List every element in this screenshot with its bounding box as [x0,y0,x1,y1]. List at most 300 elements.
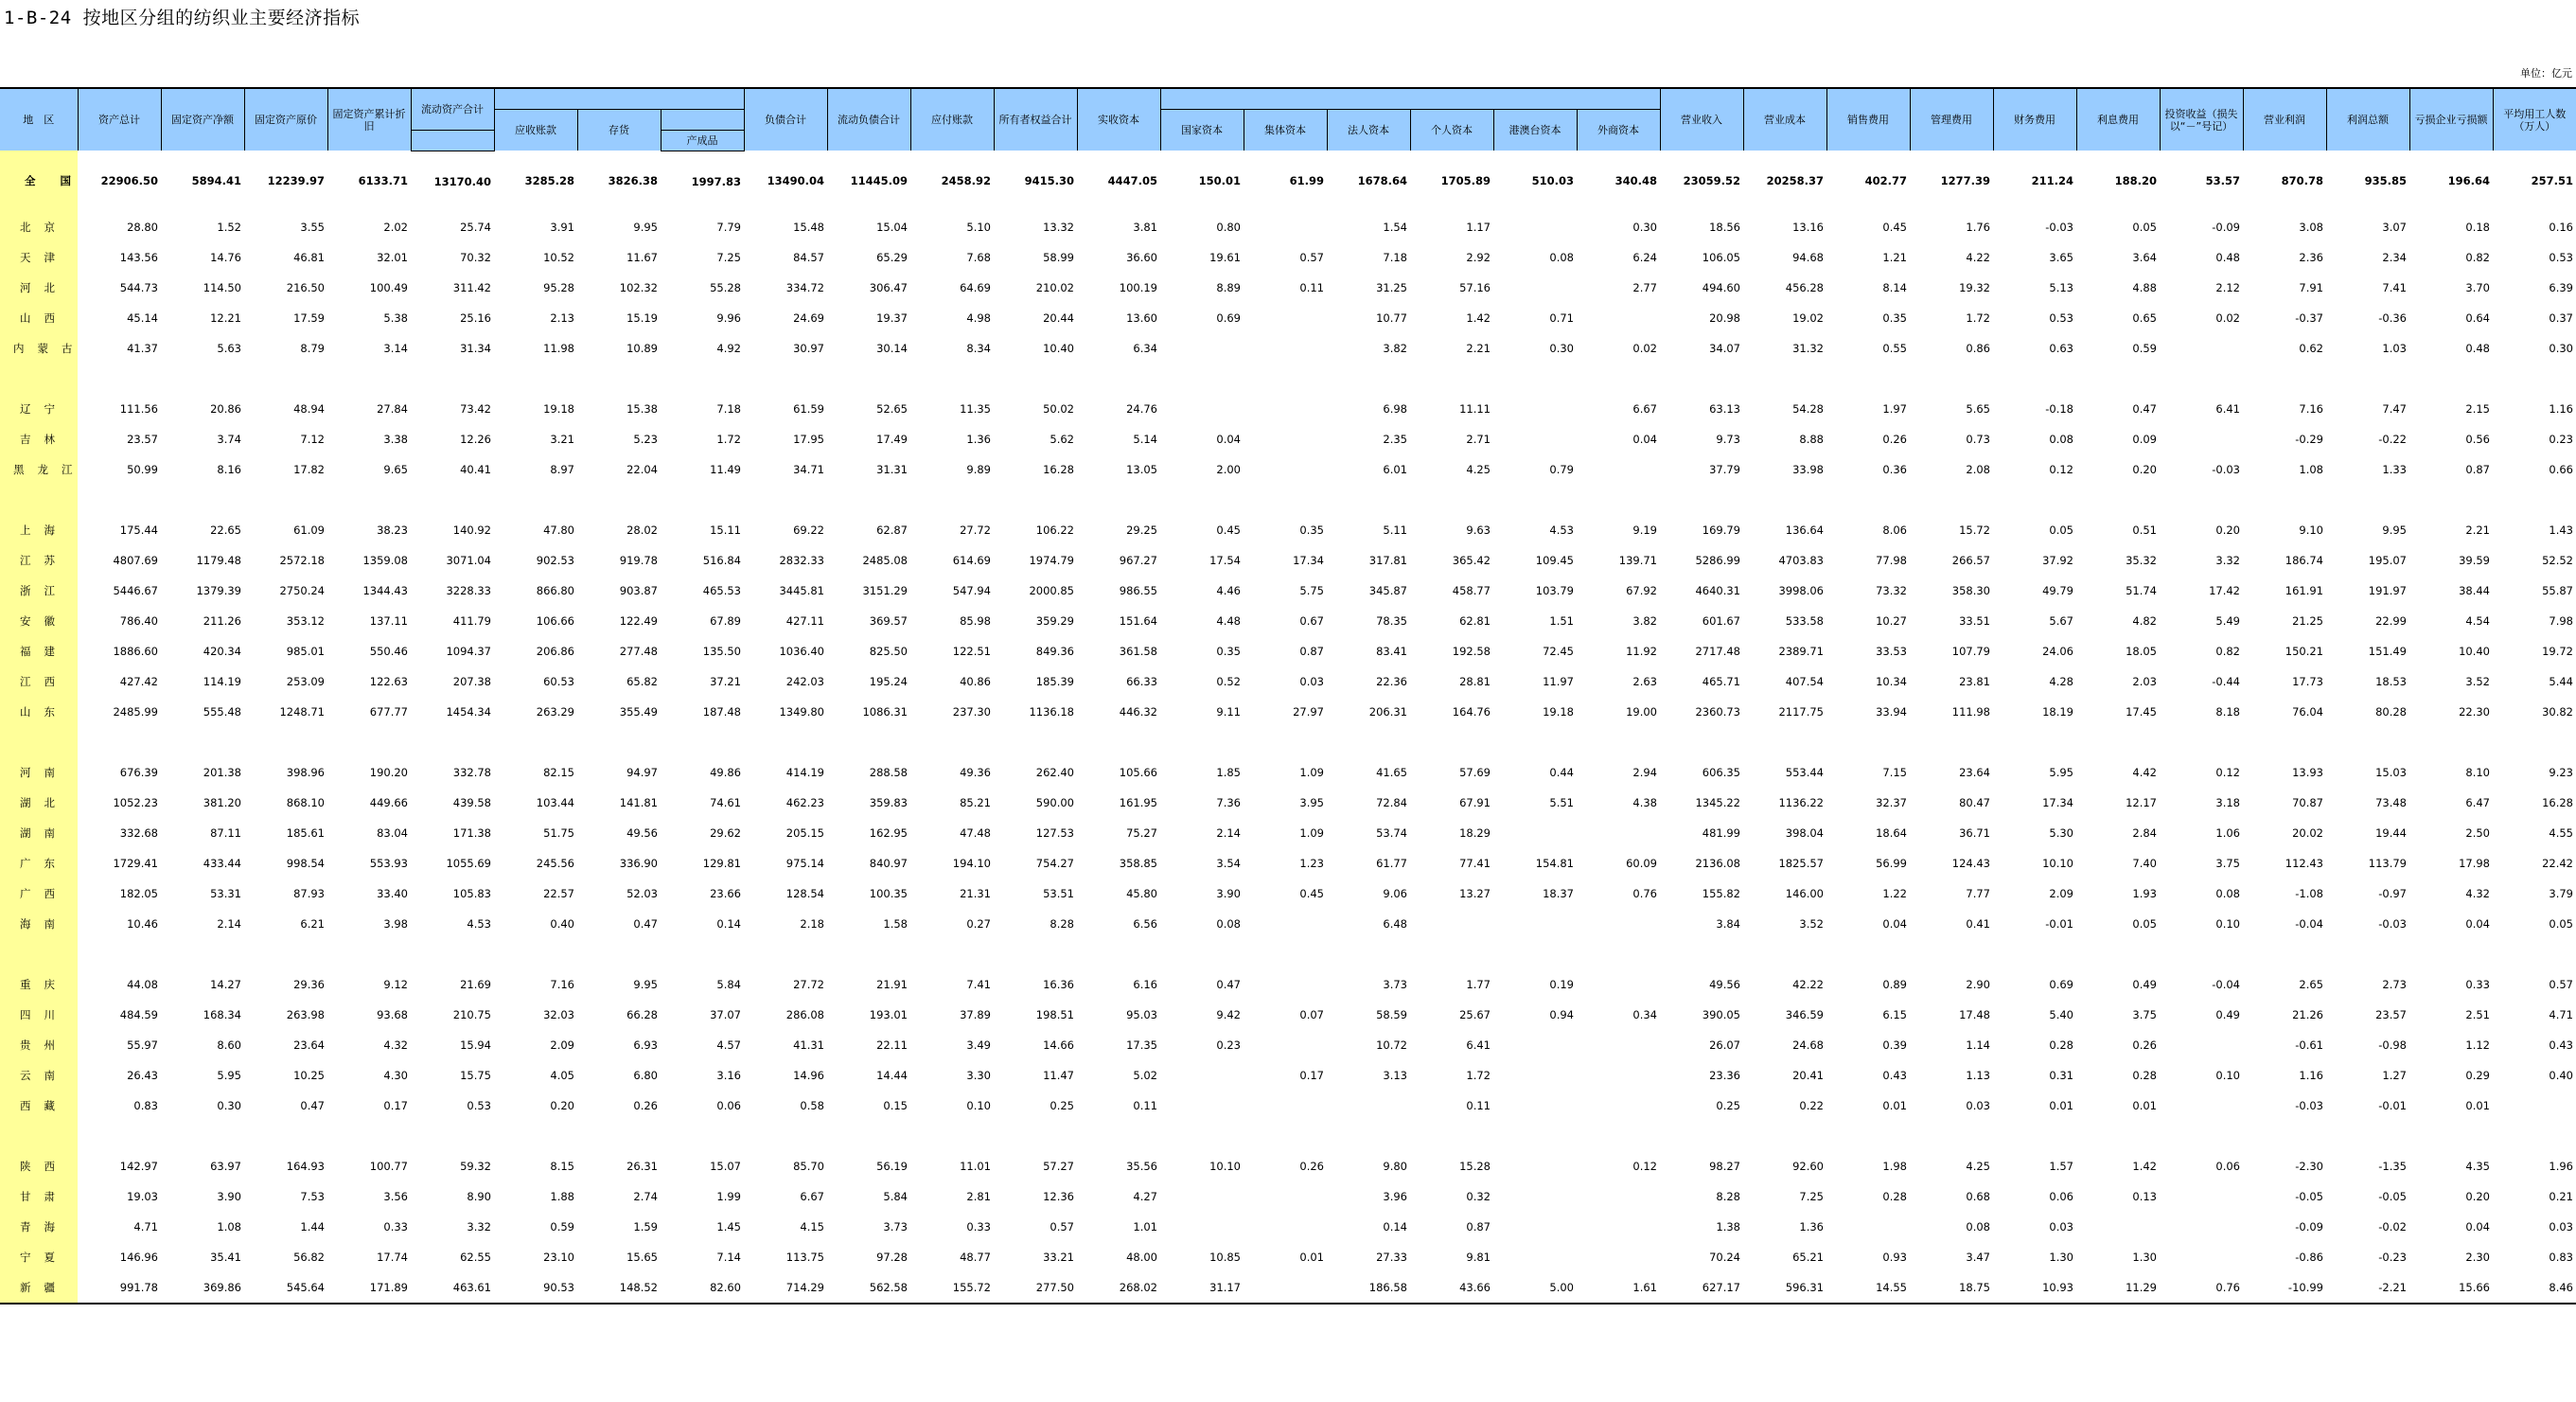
table-cell: 2.13 [550,311,574,325]
table-cell [2326,485,2409,515]
table-cell: 39.59 [2459,553,2490,567]
table-cell: 55.87 [2542,583,2573,597]
table-cell: 60.53 [543,674,574,688]
table-cell: 1349.80 [779,704,824,719]
table-cell: 37.89 [960,1007,991,1021]
table-cell: 2.02 [383,220,408,234]
table-cell: 0.94 [1549,1007,1574,1021]
table-cell: 1379.39 [196,583,241,597]
region-label: 甘肃 [0,1181,78,1212]
table-cell: 14.44 [876,1068,908,1082]
table-cell: 0.45 [1216,523,1241,537]
table-cell: 1.27 [2382,1068,2407,1082]
table-cell [1493,364,1577,394]
table-cell: 2485.99 [113,704,158,719]
table-cell: 10.46 [127,916,158,931]
table-cell: 9.11 [1216,704,1241,719]
table-cell: -0.03 [2045,220,2073,234]
table-cell: 21.31 [960,886,991,900]
table-cell [411,727,494,757]
table-cell: 6.21 [300,916,325,931]
table-cell: 5.95 [2049,765,2073,779]
table-cell: 0.28 [2049,1038,2073,1052]
table-cell: 1.98 [1882,1159,1907,1173]
table-cell: -0.03 [2295,1098,2323,1112]
table-cell [1577,454,1660,485]
table-cell [1577,364,1660,394]
table-cell: 1136.18 [1029,704,1074,719]
table-cell: 0.08 [1549,250,1574,264]
table-cell [1826,939,1910,969]
table-cell: -0.37 [2295,311,2323,325]
table-cell: 7.91 [2299,280,2323,294]
region-label: 浙江 [0,576,78,606]
table-cell: -0.18 [2045,401,2073,416]
table-cell: 74.61 [710,795,741,809]
table-cell: 23.66 [710,886,741,900]
table-cell: 46.81 [293,250,325,264]
table-cell: 1.72 [1466,1068,1491,1082]
table-cell: 0.03 [1299,674,1324,688]
table-cell [827,939,910,969]
table-cell: 0.02 [2215,311,2240,325]
table-cell [1660,1121,1743,1151]
table-cell: 17.82 [293,462,325,476]
region-label: 海南 [0,909,78,939]
table-cell: 37.79 [1709,462,1740,476]
economic-indicators-table [0,87,2576,1304]
table-cell: 0.33 [2465,977,2490,991]
table-cell: 0.83 [133,1098,158,1112]
table-cell: 19.44 [2375,825,2407,840]
table-header [0,88,2576,151]
table-cell: 6.41 [2215,401,2240,416]
header-total-assets: 资产总计 [78,88,161,151]
header-fixed-assets-net: 固定资产净额 [161,88,244,151]
table-cell: 7.16 [2299,401,2323,416]
table-cell: 164.76 [1452,704,1491,719]
table-cell [244,939,327,969]
table-cell: 4.42 [2132,765,2157,779]
table-cell: 14.96 [793,1068,824,1082]
table-cell: 0.93 [1882,1250,1907,1264]
table-cell: 6.47 [2465,795,2490,809]
table-cell: 533.58 [1785,613,1824,628]
table-cell: 3998.06 [1778,583,1824,597]
table-cell: 5.95 [217,1068,241,1082]
table-cell: 1.44 [300,1219,325,1233]
table-cell: 7.25 [1799,1189,1824,1203]
region-label: 陕西 [0,1151,78,1181]
table-cell: -0.05 [2378,1189,2407,1203]
table-cell: 23.36 [1709,1068,1740,1082]
table-cell: 458.77 [1452,583,1491,597]
table-cell: 353.12 [286,613,325,628]
table-cell: 146.96 [119,1250,158,1264]
table-cell [494,485,577,515]
table-cell: 2389.71 [1778,644,1824,658]
table-cell: 3.32 [2215,553,2240,567]
table-row [0,969,2576,1000]
table-cell: 28.80 [127,220,158,234]
table-cell: 7.25 [716,250,741,264]
table-cell: 11.11 [1459,401,1491,416]
table-cell: 36.60 [1126,250,1157,264]
table-cell: 17.34 [1293,553,1324,567]
table-cell [2493,1091,2576,1121]
table-cell: 340.48 [1614,174,1657,188]
table-cell: 1.52 [217,220,241,234]
header-selling-expenses: 销售费用 [1826,88,1910,151]
table-cell [661,727,744,757]
table-cell: 4.27 [1133,1189,1157,1203]
table-cell: 2.74 [633,1189,658,1203]
header-current-liabilities: 流动负债合计 [827,88,910,151]
table-cell: 83.41 [1376,644,1407,658]
header-capital-sub-blank [1160,88,1660,109]
table-cell: 53.74 [1376,825,1407,840]
region-label: 新疆 [0,1272,78,1304]
table-cell: 112.43 [2285,856,2323,870]
table-cell: 0.67 [1299,613,1324,628]
table-cell [161,727,244,757]
table-cell: 186.58 [1327,1272,1410,1304]
table-cell: 15.94 [460,1038,491,1052]
table-cell: 4.05 [550,1068,574,1082]
table-cell: 80.28 [2375,704,2407,719]
header-operating-profit: 营业利润 [2243,88,2326,151]
table-cell: 369.57 [869,613,908,628]
table-cell: 5.44 [2549,674,2573,688]
table-cell [1826,1121,1910,1151]
table-cell: 1.76 [1966,220,1990,234]
table-cell: 103.79 [1535,583,1574,597]
table-cell: 73.48 [2375,795,2407,809]
table-cell: 27.72 [960,523,991,537]
table-cell: 4807.69 [113,553,158,567]
table-cell: 50.99 [127,462,158,476]
table-cell: 7.14 [716,1250,741,1264]
table-cell: 4.82 [2132,613,2157,628]
table-cell: 1.88 [550,1189,574,1203]
table-cell: 51.75 [543,825,574,840]
table-cell: 9.89 [966,462,991,476]
table-cell: 1.96 [2549,1159,2573,1173]
table-cell [744,939,827,969]
table-cell: 5.30 [2049,825,2073,840]
table-cell: 1974.79 [1029,553,1074,567]
table-cell: 0.63 [2049,341,2073,355]
region-label: 河南 [0,757,78,788]
table-cell: -0.04 [2295,916,2323,931]
table-cell [2076,485,2160,515]
table-cell [1910,1121,1993,1151]
table-cell: 59.32 [460,1159,491,1173]
region-label [0,727,78,757]
table-cell [1577,909,1660,939]
table-cell [1660,939,1743,969]
table-cell [1327,485,1410,515]
page-title: 1-B-24 按地区分组的纺织业主要经济指标 [4,8,361,28]
table-cell: 52.65 [876,401,908,416]
table-cell: 106.22 [1035,523,1074,537]
table-cell: 31.25 [1376,280,1407,294]
table-cell: 65.21 [1792,1250,1824,1264]
table-cell: 3.30 [966,1068,991,1082]
header-owners-equity: 所有者权益合计 [994,88,1077,151]
table-cell: 169.79 [1702,523,1740,537]
table-cell: 510.03 [1531,174,1574,188]
table-cell: 25.16 [460,311,491,325]
table-cell: 0.19 [1549,977,1574,991]
table-cell: 1248.71 [279,704,325,719]
table-cell: 481.99 [1702,825,1740,840]
table-cell: 143.56 [119,250,158,264]
table-cell: 124.43 [1951,856,1990,870]
table-cell: 1055.69 [446,856,491,870]
table-cell: 1.59 [633,1219,658,1233]
table-cell [577,364,661,394]
table-cell: 257.51 [2531,174,2573,188]
table-row [0,909,2576,939]
table-cell: 7.36 [1216,795,1241,809]
table-cell: 13490.04 [767,174,824,188]
table-cell: 4.53 [467,916,491,931]
table-cell: 5.02 [1133,1068,1157,1082]
header-individual-capital: 个人资本 [1410,109,1493,151]
table-cell: 19.61 [1209,250,1241,264]
table-cell: 61.09 [293,523,325,537]
table-cell: 935.85 [2364,174,2407,188]
table-cell [1160,1060,1244,1091]
table-cell: 6133.71 [358,174,408,188]
table-cell: 196.64 [2447,174,2490,188]
table-cell [494,364,577,394]
table-cell: 5.00 [1493,1272,1577,1304]
table-cell: -0.09 [2212,220,2240,234]
table-cell: 10.10 [1209,1159,1241,1173]
table-cell: 9.73 [1716,432,1740,446]
table-cell: 151.49 [2368,644,2407,658]
table-cell: 8.16 [217,462,241,476]
table-cell: 3.38 [383,432,408,446]
table-cell: 0.17 [383,1098,408,1112]
table-cell [1993,364,2076,394]
table-cell: 1.36 [966,432,991,446]
table-cell: 4.57 [716,1038,741,1052]
table-cell: 4.92 [716,341,741,355]
table-cell: 0.10 [2215,916,2240,931]
table-cell: 100.19 [1119,280,1157,294]
table-row [0,788,2576,818]
table-cell: 49.56 [626,825,658,840]
table-cell [1410,909,1493,939]
table-cell [411,485,494,515]
table-cell: 2.08 [1966,462,1990,476]
table-cell: 18.75 [1910,1272,1993,1304]
table-cell: 4.48 [1216,613,1241,628]
table-cell: 4.15 [800,1219,824,1233]
table-cell: 13170.40 [433,174,491,188]
table-cell: 1886.60 [113,644,158,658]
table-cell [1077,939,1160,969]
table-cell: 0.05 [2549,916,2573,931]
table-cell: 5894.41 [191,174,241,188]
table-row [0,848,2576,878]
table-cell: 58.59 [1376,1007,1407,1021]
table-cell: 53.57 [2205,174,2240,188]
table-cell: 102.32 [619,280,658,294]
table-cell [827,364,910,394]
table-cell [78,1121,161,1151]
table-cell: 8.14 [1882,280,1907,294]
table-cell: 90.53 [494,1272,577,1304]
table-cell [2493,1121,2576,1151]
table-cell: 32.01 [377,250,408,264]
table-cell: 245.56 [536,856,574,870]
table-cell: 100.49 [369,280,408,294]
table-cell: 7.41 [966,977,991,991]
table-cell: 31.34 [460,341,491,355]
table-cell: 9.10 [2299,523,2323,537]
table-cell: 0.11 [1299,280,1324,294]
table-cell: 26.07 [1709,1038,1740,1052]
table-cell: 31.32 [1792,341,1824,355]
table-cell: -0.86 [2295,1250,2323,1264]
table-cell: -0.44 [2212,674,2240,688]
table-cell: 168.34 [203,1007,241,1021]
table-cell: 277.48 [619,644,658,658]
table-cell: 0.43 [2549,1038,2573,1052]
table-cell [827,485,910,515]
table-cell: 0.08 [1216,916,1241,931]
table-cell: 7.18 [716,401,741,416]
table-cell: 0.47 [1216,977,1241,991]
table-cell: 402.77 [1864,174,1907,188]
table-cell: 967.27 [1119,553,1157,567]
table-cell: 6.93 [633,1038,658,1052]
table-row [0,454,2576,485]
table-cell: 286.08 [785,1007,824,1021]
table-cell: 22.11 [876,1038,908,1052]
table-cell [1910,364,1993,394]
table-cell: 0.45 [1882,220,1907,234]
table-cell [661,1121,744,1151]
table-cell [1327,364,1410,394]
table-cell: 70.24 [1709,1250,1740,1264]
table-cell: 19.72 [2542,644,2573,658]
table-cell: 2.18 [800,916,824,931]
table-cell: 0.55 [1882,341,1907,355]
table-cell [2243,1121,2326,1151]
table-cell: 216.50 [286,280,325,294]
table-cell: 27.97 [1293,704,1324,719]
table-cell [994,939,1077,969]
table-cell: 50.02 [1043,401,1074,416]
table-cell: 0.20 [550,1098,574,1112]
table-cell [2076,727,2160,757]
table-cell: 355.49 [619,704,658,719]
table-cell: 0.53 [2049,311,2073,325]
header-fixed-assets-original: 固定资产原价 [244,88,327,151]
table-cell: 1.16 [2299,1068,2323,1082]
table-cell [1160,1091,1244,1121]
table-cell: 22.65 [210,523,241,537]
table-cell [1244,333,1327,364]
table-cell: 62.87 [876,523,908,537]
table-cell: 10.52 [543,250,574,264]
table-cell: 0.10 [2215,1068,2240,1082]
table-cell: 0.33 [383,1219,408,1233]
table-cell: 2.63 [1632,674,1657,688]
table-cell: 0.35 [1216,644,1241,658]
table-cell: 4.32 [2465,886,2490,900]
table-cell [1244,394,1327,424]
table-cell: 3.75 [2132,1007,2157,1021]
table-cell: 1052.23 [113,795,158,809]
table-cell: 16.36 [1043,977,1074,991]
table-cell: -0.36 [2378,311,2407,325]
table-cell: 87.11 [210,825,241,840]
table-cell: 0.49 [2132,977,2157,991]
table-cell: 336.90 [619,856,658,870]
table-cell: 141.81 [619,795,658,809]
table-cell: 1.99 [716,1189,741,1203]
table-cell: 1179.48 [196,553,241,567]
table-cell: 358.85 [1119,856,1157,870]
table-cell: 1.57 [2049,1159,2073,1173]
table-cell [327,727,411,757]
table-cell [2160,424,2243,454]
table-cell: 11.67 [626,250,658,264]
table-cell: 37.21 [710,674,741,688]
table-cell: -0.22 [2378,432,2407,446]
table-cell: 82.60 [661,1272,744,1304]
table-cell: 4.25 [1966,1159,1990,1173]
table-cell: 870.78 [2281,174,2323,188]
table-cell: 76.04 [2292,704,2323,719]
table-cell: 1.38 [1716,1219,1740,1233]
table-cell [1244,212,1327,242]
table-cell: 463.61 [411,1272,494,1304]
table-cell: 5.11 [1383,523,1407,537]
table-cell [1493,1151,1577,1181]
table-cell [494,1121,577,1151]
table-cell [2076,364,2160,394]
table-cell: 433.44 [203,856,241,870]
table-cell: 41.37 [127,341,158,355]
table-cell: 4.71 [2549,1007,2573,1021]
table-cell: 0.12 [1632,1159,1657,1173]
table-cell: 20.02 [2292,825,2323,840]
table-cell [1077,485,1160,515]
table-cell [2493,939,2576,969]
table-cell [1577,1212,1660,1242]
table-cell: 22.42 [2542,856,2573,870]
table-cell: 5.40 [2049,1007,2073,1021]
table-cell: 98.27 [1709,1159,1740,1173]
table-cell: 93.68 [377,1007,408,1021]
table-cell: 0.11 [1466,1098,1491,1112]
table-cell [78,364,161,394]
table-cell: 18.05 [2126,644,2157,658]
table-cell: 9.95 [633,220,658,234]
table-row [0,333,2576,364]
table-cell: 8.79 [300,341,325,355]
table-cell: 24.06 [2042,644,2073,658]
table-row [0,1091,2576,1121]
table-cell: 676.39 [119,765,158,779]
